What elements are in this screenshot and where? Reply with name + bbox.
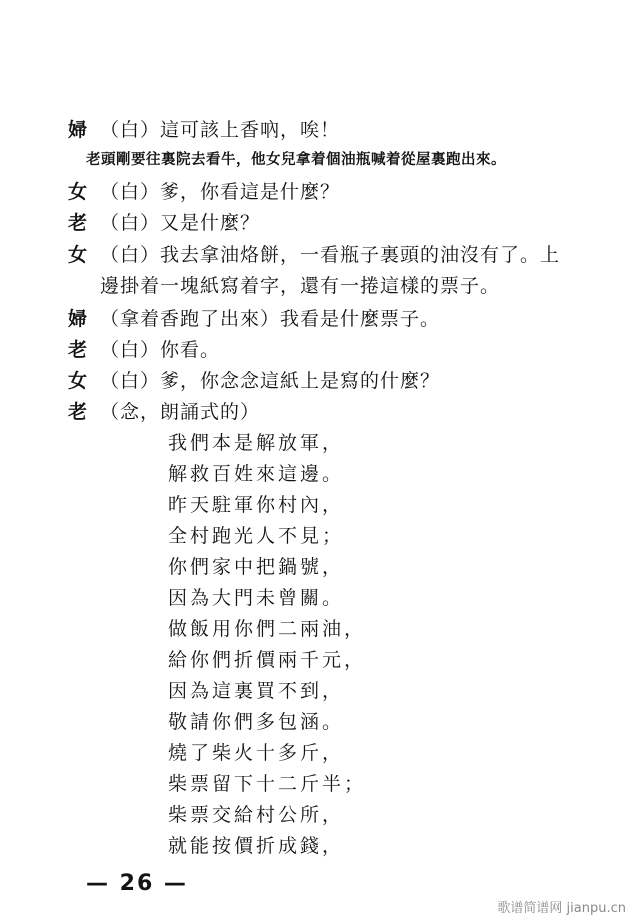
- speaker: 女: [68, 181, 89, 203]
- dialogue-line: [68, 338, 220, 362]
- verse-line: 解救百姓來這邊。: [168, 463, 345, 485]
- stage-direction: 老頭剛要往裏院去看牛，他女兒拿着個油瓶喊着從屋裏跑出來。: [86, 151, 506, 168]
- speaker: 老: [68, 401, 89, 423]
- line-text: （白）你看。: [100, 339, 221, 361]
- verse-line: 你們家中把鍋號，: [168, 556, 345, 578]
- dialogue-line: [68, 118, 340, 142]
- dialogue-line: [68, 369, 440, 393]
- verse-line: 就能按價折成錢，: [168, 835, 345, 857]
- line-text: （白）又是什麼？: [100, 212, 261, 234]
- speaker: 婦: [68, 308, 89, 330]
- dialogue-line: [68, 307, 440, 331]
- line-text: （白）爹，你念念這紙上是寫的什麼？: [100, 370, 441, 392]
- verse-line: 柴票留下十二斤半；: [168, 773, 367, 795]
- verse-line: 做飯用你們二兩油，: [168, 618, 367, 640]
- speaker: 婦: [68, 119, 89, 141]
- speaker: 老: [68, 339, 89, 361]
- dialogue-line: [68, 211, 260, 235]
- line-text: （拿着香跑了出來）我看是什麼票子。: [100, 308, 441, 330]
- dialogue-line: [68, 180, 340, 204]
- page-number: — 26 —: [86, 871, 188, 896]
- line-text: （念，朗誦式的）: [100, 401, 261, 423]
- speaker: 女: [68, 244, 89, 266]
- watermark: 歌谱简谱网 jianpu.cn: [497, 901, 626, 916]
- line-text: （白）這可該上香吶，唉！: [100, 119, 341, 141]
- verse-line: 敬請你們多包涵。: [168, 711, 345, 733]
- verse-block: [168, 428, 366, 862]
- verse-line: 燒了柴火十多斤，: [168, 742, 345, 764]
- dialogue-line: [68, 400, 260, 424]
- dialogue-line: [68, 243, 560, 267]
- line-text: （白）爹，你看這是什麼？: [100, 181, 341, 203]
- verse-line: 我們本是解放軍，: [168, 432, 345, 454]
- dialogue-continuation: 邊掛着一塊紙寫着字，還有一捲這樣的票子。: [100, 275, 501, 297]
- verse-line: 昨天駐軍你村內，: [168, 494, 345, 516]
- speaker: 老: [68, 212, 89, 234]
- line-text: （白）我去拿油烙餅，一看瓶子裏頭的油沒有了。上: [100, 244, 561, 266]
- verse-line: 給你們折價兩千元，: [168, 649, 367, 671]
- verse-line: 柴票交給村公所，: [168, 804, 345, 826]
- speaker: 女: [68, 370, 89, 392]
- verse-line: 因為這裏買不到，: [168, 680, 345, 702]
- verse-line: 因為大門未曾關。: [168, 587, 345, 609]
- verse-line: 全村跑光人不見；: [168, 525, 345, 547]
